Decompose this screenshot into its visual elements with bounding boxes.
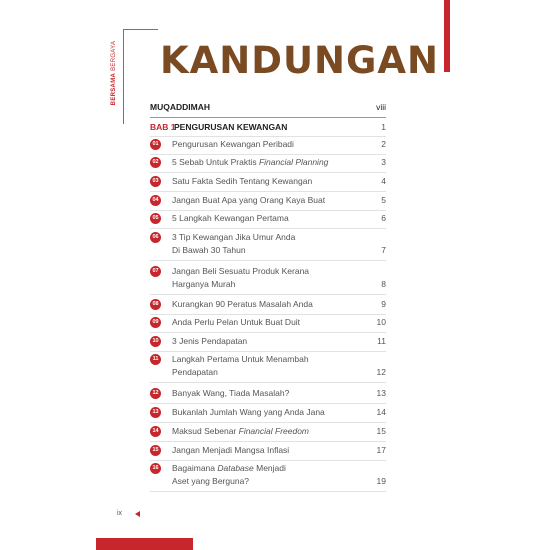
toc-item-label bbox=[172, 335, 362, 348]
toc-item-page: 17 bbox=[376, 445, 386, 455]
toc-item-number-badge: 07 bbox=[150, 266, 161, 277]
toc-item-number-badge: 15 bbox=[150, 445, 161, 456]
toc-item-label-line: Jangan Beli Sesuatu Produk Kerana bbox=[172, 266, 310, 276]
toc-divider bbox=[150, 491, 386, 492]
toc-divider bbox=[150, 260, 386, 261]
toc-divider bbox=[150, 172, 386, 173]
top-accent-bar bbox=[444, 0, 450, 72]
toc-item-label bbox=[172, 156, 362, 169]
toc-item-label-line: Kurangkan 90 Peratus Masalah Anda bbox=[172, 299, 313, 309]
page-title: KANDUNGAN bbox=[160, 39, 439, 82]
toc-item-label bbox=[172, 212, 362, 225]
toc-item-italic-term: Database bbox=[217, 463, 254, 473]
bottom-accent-bar bbox=[96, 538, 193, 550]
toc-divider bbox=[150, 154, 386, 155]
toc-item-label-line: Di Bawah 30 Tahun bbox=[172, 245, 246, 255]
toc-divider bbox=[150, 403, 386, 404]
toc-muqaddimah-label: MUQADDIMAH bbox=[150, 102, 210, 112]
toc-item-label-line: Bagaimana Database Menjadi bbox=[172, 463, 286, 473]
toc-item-label-line: Langkah Pertama Untuk Menambah bbox=[172, 354, 309, 364]
toc-item-label-line: 5 Sebab Untuk Praktis Financial Planning bbox=[172, 157, 329, 167]
toc-item-label bbox=[172, 298, 362, 311]
toc-item-number-badge: 02 bbox=[150, 157, 161, 168]
toc-item-label-line: Jangan Buat Apa yang Orang Kaya Buat bbox=[172, 195, 326, 205]
toc-divider bbox=[150, 210, 386, 211]
toc-divider bbox=[150, 351, 386, 352]
toc-item-page: 7 bbox=[381, 245, 386, 255]
toc-divider bbox=[150, 117, 386, 118]
toc-divider bbox=[150, 294, 386, 295]
side-book-label bbox=[110, 28, 116, 123]
toc-item-label bbox=[172, 316, 362, 329]
toc-item-italic-term: Financial Freedom bbox=[238, 426, 310, 436]
toc-item-label bbox=[172, 353, 362, 379]
toc-item-page: 2 bbox=[381, 139, 386, 149]
toc-item-label-line: Maksud Sebenar Financial Freedom bbox=[172, 426, 310, 436]
toc-item-page: 12 bbox=[376, 367, 386, 377]
toc-divider bbox=[150, 460, 386, 461]
toc-bab-page: 1 bbox=[381, 122, 386, 132]
toc-item-label-line: 3 Jenis Pendapatan bbox=[172, 336, 248, 346]
toc-divider bbox=[150, 228, 386, 229]
toc-item-label bbox=[172, 175, 362, 188]
toc-item-italic-term: Financial Planning bbox=[258, 157, 329, 167]
toc-divider bbox=[150, 382, 386, 383]
toc-muqaddimah-page: viii bbox=[376, 102, 386, 112]
toc-divider bbox=[150, 191, 386, 192]
toc-item-page: 3 bbox=[381, 157, 386, 167]
toc-item-label bbox=[172, 462, 362, 488]
toc-item-label-line: Pendapatan bbox=[172, 367, 218, 377]
toc-divider bbox=[150, 422, 386, 423]
toc-item-number-badge: 04 bbox=[150, 195, 161, 206]
toc-item-label-line: 3 Tip Kewangan Jika Umur Anda bbox=[172, 232, 296, 242]
toc-item-label-line: 5 Langkah Kewangan Pertama bbox=[172, 213, 289, 223]
toc-item-number-badge: 16 bbox=[150, 463, 161, 474]
toc-item-page: 13 bbox=[376, 388, 386, 398]
toc-item-label-line: Jangan Menjadi Mangsa Inflasi bbox=[172, 445, 290, 455]
toc-item-label-line: Bukanlah Jumlah Wang yang Anda Jana bbox=[172, 407, 325, 417]
toc-divider bbox=[150, 136, 386, 137]
toc-item-page: 15 bbox=[376, 426, 386, 436]
toc-item-number-badge: 03 bbox=[150, 176, 161, 187]
footer-arrow-icon bbox=[135, 511, 140, 517]
toc-divider bbox=[150, 314, 386, 315]
toc-item-label bbox=[172, 265, 362, 291]
toc-item-label-line: Aset yang Berguna? bbox=[172, 476, 250, 486]
toc-item-number-badge: 13 bbox=[150, 407, 161, 418]
toc-item-page: 19 bbox=[376, 476, 386, 486]
toc-item-number-badge: 12 bbox=[150, 388, 161, 399]
toc-item-page: 4 bbox=[381, 176, 386, 186]
toc-item-page: 5 bbox=[381, 195, 386, 205]
toc-item-label bbox=[172, 425, 362, 438]
side-label-brand: BERSAMA bbox=[111, 72, 117, 106]
toc-divider bbox=[150, 441, 386, 442]
toc-item-number-badge: 08 bbox=[150, 299, 161, 310]
toc-item-label bbox=[172, 138, 362, 151]
side-rule-horizontal bbox=[123, 29, 158, 30]
toc-item-label-line: Satu Fakta Sedih Tentang Kewangan bbox=[172, 176, 313, 186]
toc-item-page: 10 bbox=[376, 317, 386, 327]
toc-item-label-line: Harganya Murah bbox=[172, 279, 236, 289]
toc-item-label-line: Banyak Wang, Tiada Masalah? bbox=[172, 388, 290, 398]
toc-item-number-badge: 05 bbox=[150, 213, 161, 224]
toc-item-page: 8 bbox=[381, 279, 386, 289]
toc-item-label bbox=[172, 444, 362, 457]
toc-item-page: 9 bbox=[381, 299, 386, 309]
toc-item-number-badge: 14 bbox=[150, 426, 161, 437]
toc-item-number-badge: 09 bbox=[150, 317, 161, 328]
toc-item-number-badge: 01 bbox=[150, 139, 161, 150]
toc-item-number-badge: 06 bbox=[150, 232, 161, 243]
toc-item-page: 14 bbox=[376, 407, 386, 417]
toc-item-label bbox=[172, 231, 362, 257]
toc-item-label-line: Anda Perlu Pelan Untuk Buat Duit bbox=[172, 317, 301, 327]
toc-divider bbox=[150, 332, 386, 333]
toc-item-page: 11 bbox=[377, 336, 386, 346]
toc-item-label bbox=[172, 387, 362, 400]
toc-item-label-line: Pengurusan Kewangan Peribadi bbox=[172, 139, 294, 149]
footer-page-number: ix bbox=[117, 510, 123, 517]
toc-item-number-badge: 10 bbox=[150, 336, 161, 347]
toc-bab-label: PENGURUSAN KEWANGAN bbox=[174, 122, 288, 132]
toc-bab-chapter: BAB 1 bbox=[150, 122, 176, 132]
toc-item-page: 6 bbox=[381, 213, 386, 223]
toc-item-label bbox=[172, 194, 362, 207]
toc-item-label bbox=[172, 406, 362, 419]
side-label-rest: BERGAYA bbox=[111, 40, 117, 73]
toc-item-number-badge: 11 bbox=[150, 354, 161, 365]
side-rule-vertical bbox=[123, 29, 124, 124]
